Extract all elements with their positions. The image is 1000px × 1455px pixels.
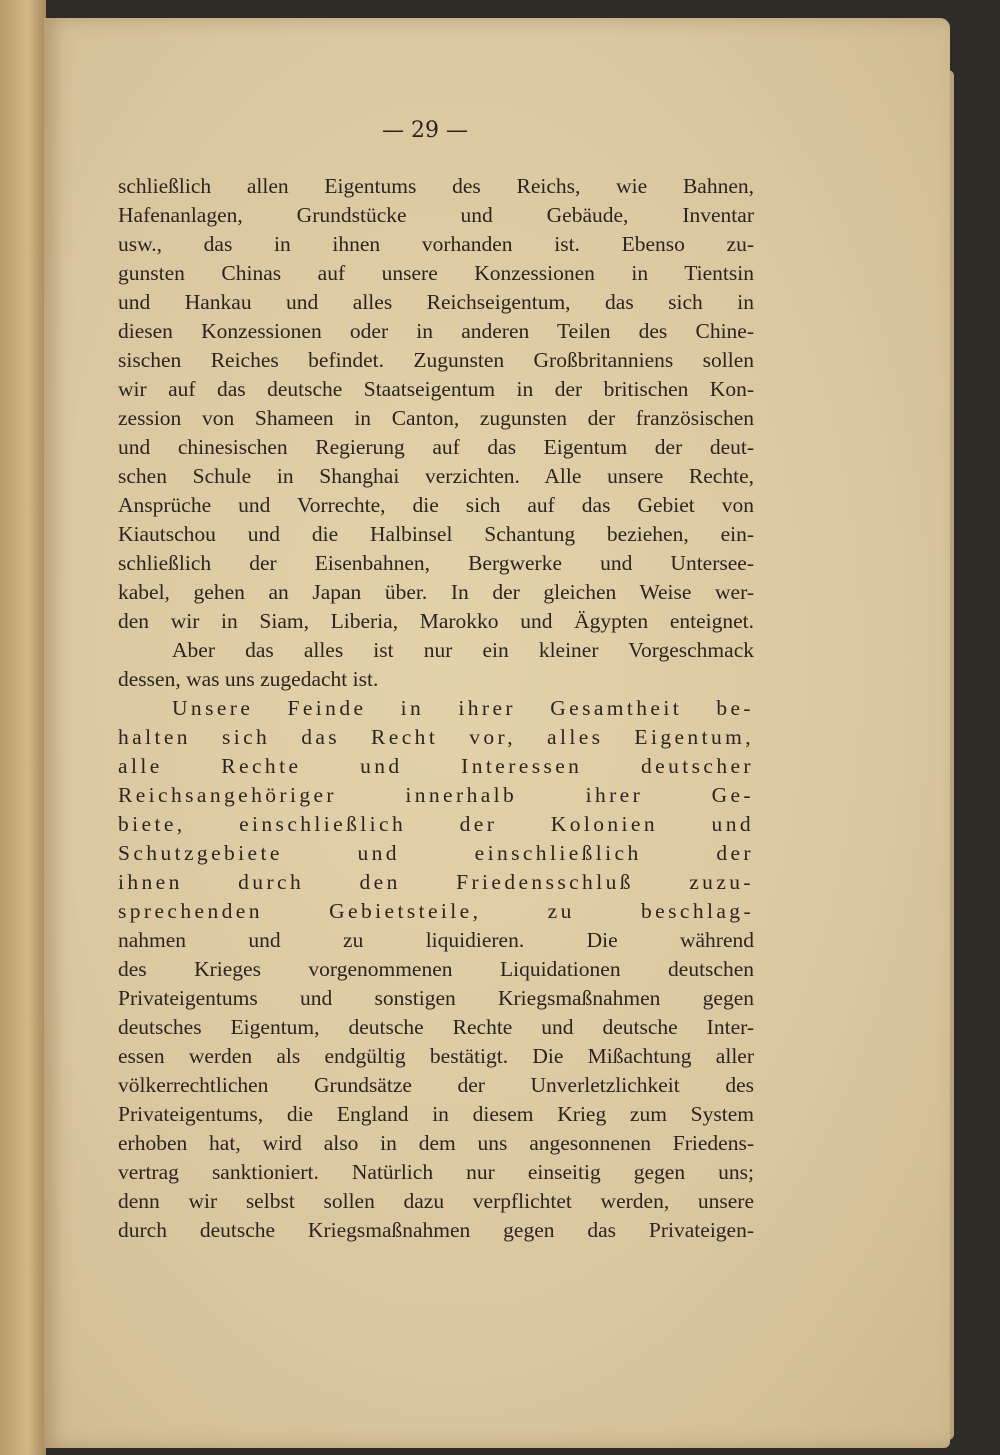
text-line: ihnen durch den Friedensschluß zuzu- bbox=[118, 870, 754, 894]
text-line: sprechenden Gebietsteile, zu beschlag- bbox=[118, 899, 754, 923]
body-text bbox=[118, 172, 754, 1245]
text-line: schließlich allen Eigentums des Reichs, wie Bahnen, bbox=[118, 174, 754, 198]
text-line: Aber das alles ist nur ein kleiner Vorgeschmack bbox=[172, 638, 754, 662]
text-line: Schutzgebiete und einschließlich der bbox=[118, 841, 754, 865]
text-line: des Krieges vorgenommenen Liquidationen deutschen bbox=[118, 957, 754, 981]
text-line: völkerrechtlichen Grundsätze der Unverletzlichkeit des bbox=[118, 1073, 754, 1097]
text-line: den wir in Siam, Liberia, Marokko und Ägypten enteignet. bbox=[118, 609, 754, 633]
text-line: dessen, was uns zugedacht ist. bbox=[118, 667, 379, 691]
text-line: Reichsangehöriger innerhalb ihrer Ge- bbox=[118, 783, 754, 807]
text-line: Kiautschou und die Halbinsel Schantung beziehen, ein- bbox=[118, 522, 754, 546]
text-line: halten sich das Recht vor, alles Eigentum, bbox=[118, 725, 754, 749]
text-line: und chinesischen Regierung auf das Eigentum der deut- bbox=[118, 435, 754, 459]
text-line: vertrag sanktioniert. Natürlich nur einseitig gegen uns; bbox=[118, 1160, 754, 1184]
text-line: deutsches Eigentum, deutsche Rechte und deutsche Inter- bbox=[118, 1015, 754, 1039]
text-line: und Hankau und alles Reichseigentum, das sich in bbox=[118, 290, 754, 314]
text-line: Privateigentums, die England in diesem Krieg zum System bbox=[118, 1102, 754, 1126]
text-line: schließlich der Eisenbahnen, Bergwerke und Untersee- bbox=[118, 551, 754, 575]
text-line: Hafenanlagen, Grundstücke und Gebäude, Inventar bbox=[118, 203, 754, 227]
text-line: essen werden als endgültig bestätigt. Die Mißachtung aller bbox=[118, 1044, 754, 1068]
text-line: diesen Konzessionen oder in anderen Teilen des Chine- bbox=[118, 319, 754, 343]
text-line: wir auf das deutsche Staatseigentum in der britischen Kon- bbox=[118, 377, 754, 401]
text-line: usw., das in ihnen vorhanden ist. Ebenso zu- bbox=[118, 232, 754, 256]
text-line: erhoben hat, wird also in dem uns angesonnenen Friedens- bbox=[118, 1131, 754, 1155]
text-line: Ansprüche und Vorrechte, die sich auf das Gebiet von bbox=[118, 493, 754, 517]
text-line: kabel, gehen an Japan über. In der gleichen Weise wer- bbox=[118, 580, 754, 604]
adjacent-page-edge bbox=[0, 0, 46, 1455]
text-line: denn wir selbst sollen dazu verpflichtet werden, unsere bbox=[118, 1189, 754, 1213]
page-number: — 29 — bbox=[382, 118, 468, 143]
text-line: zession von Shameen in Canton, zugunsten der französischen bbox=[118, 406, 754, 430]
text-line: nahmen und zu liquidieren. Die während bbox=[118, 928, 754, 952]
text-line: biete, einschließlich der Kolonien und bbox=[118, 812, 754, 836]
text-line: durch deutsche Kriegsmaßnahmen gegen das Privateigen- bbox=[118, 1218, 754, 1242]
text-line: alle Rechte und Interessen deutscher bbox=[118, 754, 754, 778]
text-line: sischen Reiches befindet. Zugunsten Großbritanniens sollen bbox=[118, 348, 754, 372]
text-line: schen Schule in Shanghai verzichten. Alle unsere Rechte, bbox=[118, 464, 754, 488]
text-line: Privateigentums und sonstigen Kriegsmaßnahmen gegen bbox=[118, 986, 754, 1010]
text-line: Unsere Feinde in ihrer Gesamtheit be- bbox=[172, 696, 754, 720]
text-line: gunsten Chinas auf unsere Konzessionen in Tientsin bbox=[118, 261, 754, 285]
